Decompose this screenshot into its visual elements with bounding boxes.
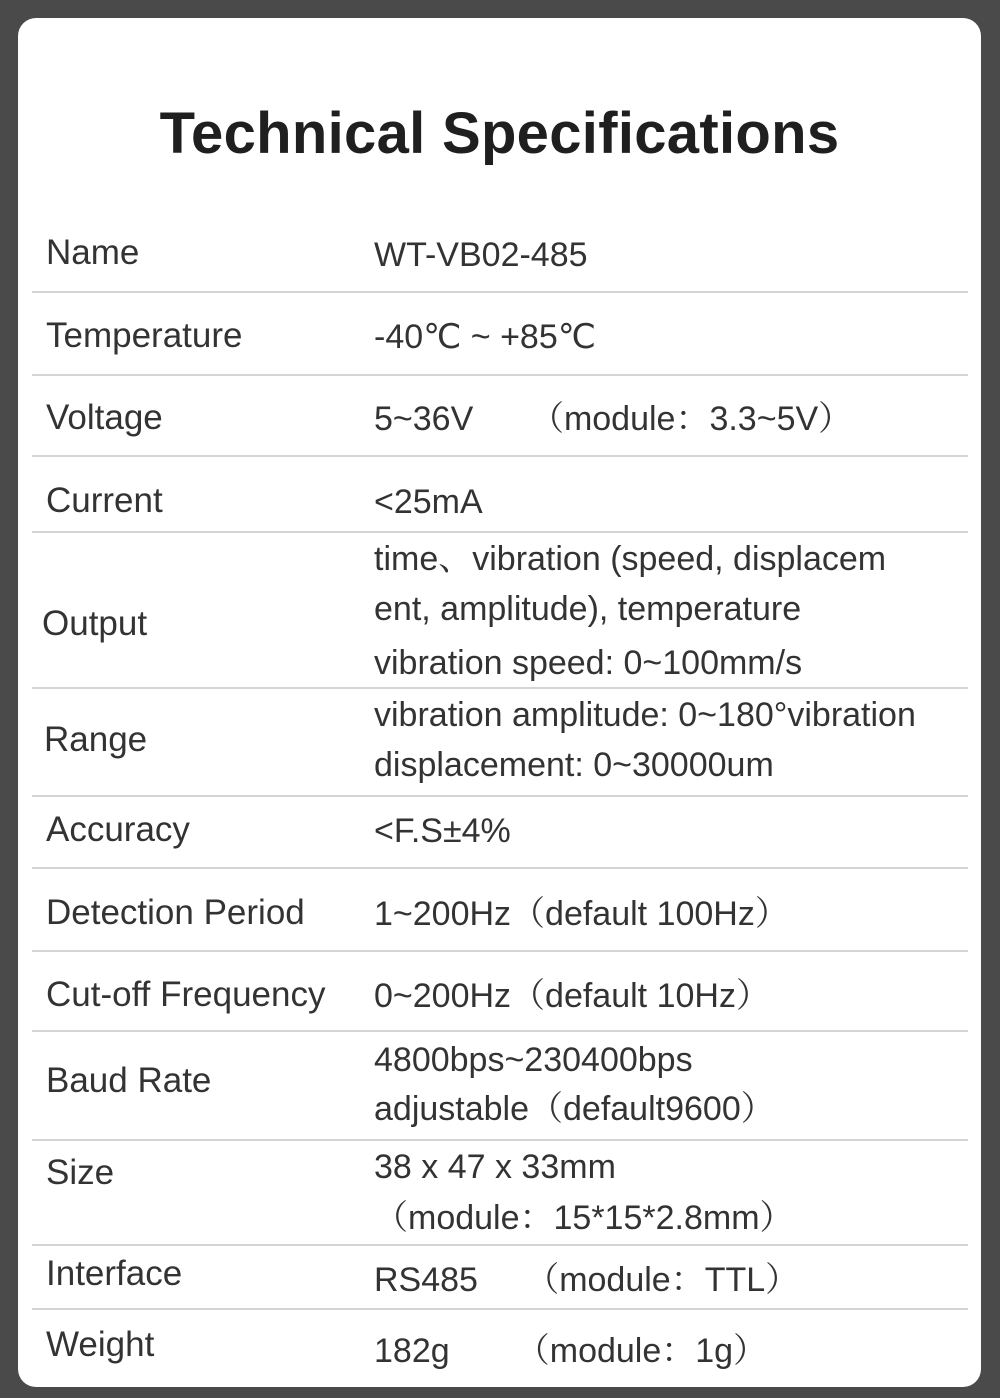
spec-value-range-line2: vibration amplitude: 0~180°vibration <box>374 696 916 734</box>
spec-label-weight: Weight <box>46 1325 155 1364</box>
spec-value-size-line2: （module：15*15*2.8mm） <box>374 1199 794 1237</box>
spec-value-output-line1: time、vibration (speed, displacem <box>374 540 887 578</box>
spec-label-size: Size <box>46 1153 115 1192</box>
spec-value-weight: 182g （module：1g） <box>374 1332 768 1370</box>
row-divider <box>32 867 968 869</box>
spec-value-interface: RS485 （module：TTL） <box>374 1261 800 1299</box>
spec-label-baud-rate: Baud Rate <box>46 1061 212 1100</box>
spec-label-range: Range <box>44 720 148 759</box>
row-divider <box>32 1308 968 1310</box>
spec-label-voltage: Voltage <box>46 398 163 437</box>
spec-value-range-line1: vibration speed: 0~100mm/s <box>374 644 803 682</box>
row-divider <box>32 291 968 293</box>
row-divider <box>32 455 968 457</box>
row-divider <box>32 1139 968 1141</box>
spec-label-cutoff-frequency: Cut-off Frequency <box>46 975 326 1014</box>
spec-value-cutoff-frequency: 0~200Hz（default 10Hz） <box>374 977 770 1015</box>
row-divider <box>32 950 968 952</box>
spec-value-baud-rate-line2: adjustable（default9600） <box>374 1090 775 1128</box>
spec-label-interface: Interface <box>46 1254 183 1293</box>
spec-card <box>18 18 981 1387</box>
page-title: Technical Specifications <box>159 101 840 166</box>
spec-value-baud-rate-line1: 4800bps~230400bps <box>374 1041 693 1079</box>
spec-value-detection-period: 1~200Hz（default 100Hz） <box>374 895 789 933</box>
spec-value-name: WT-VB02-485 <box>374 236 588 274</box>
row-divider <box>32 795 968 797</box>
spec-value-output-line2: ent, amplitude), temperature <box>374 590 802 628</box>
spec-label-temperature: Temperature <box>46 316 243 355</box>
row-divider <box>32 374 968 376</box>
spec-value-temperature: -40℃ ~ +85℃ <box>374 318 596 356</box>
row-divider <box>32 1244 968 1246</box>
spec-label-accuracy: Accuracy <box>46 810 190 849</box>
spec-value-size-line1: 38 x 47 x 33mm <box>374 1148 616 1186</box>
spec-label-name: Name <box>46 233 140 272</box>
spec-value-accuracy: <F.S±4% <box>374 812 511 850</box>
spec-label-current: Current <box>46 481 163 520</box>
spec-value-voltage: 5~36V （module：3.3~5V） <box>374 400 853 438</box>
spec-label-detection-period: Detection Period <box>46 893 305 932</box>
spec-value-current: <25mA <box>374 483 483 521</box>
row-divider <box>32 1030 968 1032</box>
row-divider <box>32 531 968 533</box>
spec-value-range-line3: displacement: 0~30000um <box>374 746 774 784</box>
spec-label-output: Output <box>42 604 148 643</box>
